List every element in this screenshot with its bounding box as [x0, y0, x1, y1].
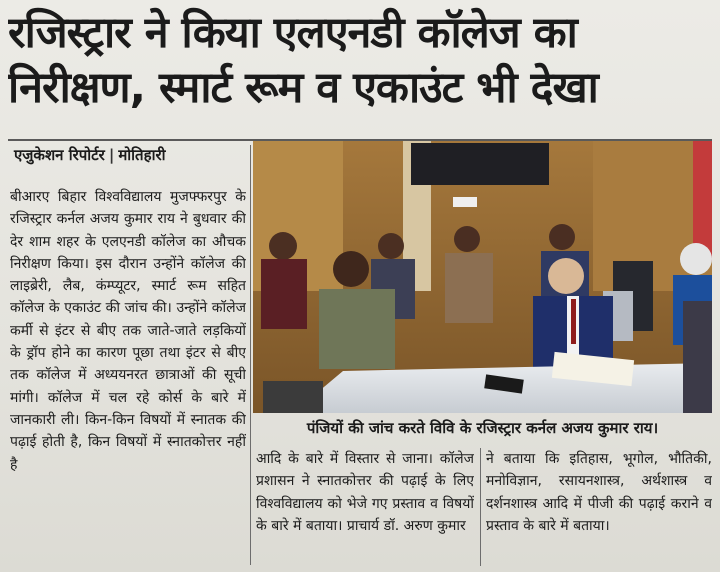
- article-column-1: बीआरए बिहार विश्वविद्यालय मुजफ्फरपुर के रजिस्ट्रार कर्नल अजय कुमार राय ने बुधवार की देर शाम शहर के एलएनडी कॉलेज का औचक निरीक्षण किया। इस दौरान उन्होंने कॉलेज की लाइब्रेरी, लैब, कंम्प्यूटर, स्मार्ट रूम सहित कॉलेज के एकाउंट की जांच की। उन्होंने कॉलेज कर्मी से इंटर से बीए तक जाते-जाते लड़कियों के ड्रॉप होने का कारण पूछा तथा इंटर से बीए तक कॉलेज में अध्ययनरत छात्राओं की सूची मांगी। कॉलेज में चल रहे कोर्स के बारे में जानकारी ली। किन-किन विषयों में स्नातक की पढ़ाई होती है, किन विषयों में स्नातकोत्तर नहीं है: [10, 189, 246, 473]
- column-divider: [250, 145, 251, 565]
- headline: [8, 6, 712, 116]
- byline-separator: |: [108, 146, 115, 164]
- headline-line-2: निरीक्षण, स्मार्ट रूम व एकाउंट भी देखा: [8, 63, 598, 113]
- byline: [14, 145, 165, 167]
- byline-place: मोतिहारी: [118, 146, 166, 164]
- column-divider-2: [480, 448, 481, 566]
- news-photo: [253, 141, 712, 413]
- article-column-3: ने बताया कि इतिहास, भूगोल, भौतिकी, मनोविज्ञान, रसायनशास्त्र, अर्थशास्त्र व दर्शनशास्त्र आदि में पीजी की पढ़ाई कराने व प्रस्ताव के बारे में बताया।: [486, 451, 712, 534]
- photo-caption: पंजियों की जांच करते विवि के रजिस्ट्रार कर्नल अजय कुमार राय।: [306, 419, 659, 437]
- byline-reporter: एजुकेशन रिपोर्टर: [14, 146, 105, 164]
- article-column-2: आदि के बारे में विस्तार से जाना। कॉलेज प्रशासन ने स्नातकोत्तर की पढ़ाई के लिए विश्वविद्यालय को भेजे गए प्रस्ताव व विषयों के बारे में बताया। प्राचार्य डॉ. अरुण कुमार: [256, 451, 474, 534]
- headline-line-1: रजिस्ट्रार ने किया एलएनडी कॉलेज का: [8, 8, 577, 58]
- photo-illustration: [253, 141, 712, 413]
